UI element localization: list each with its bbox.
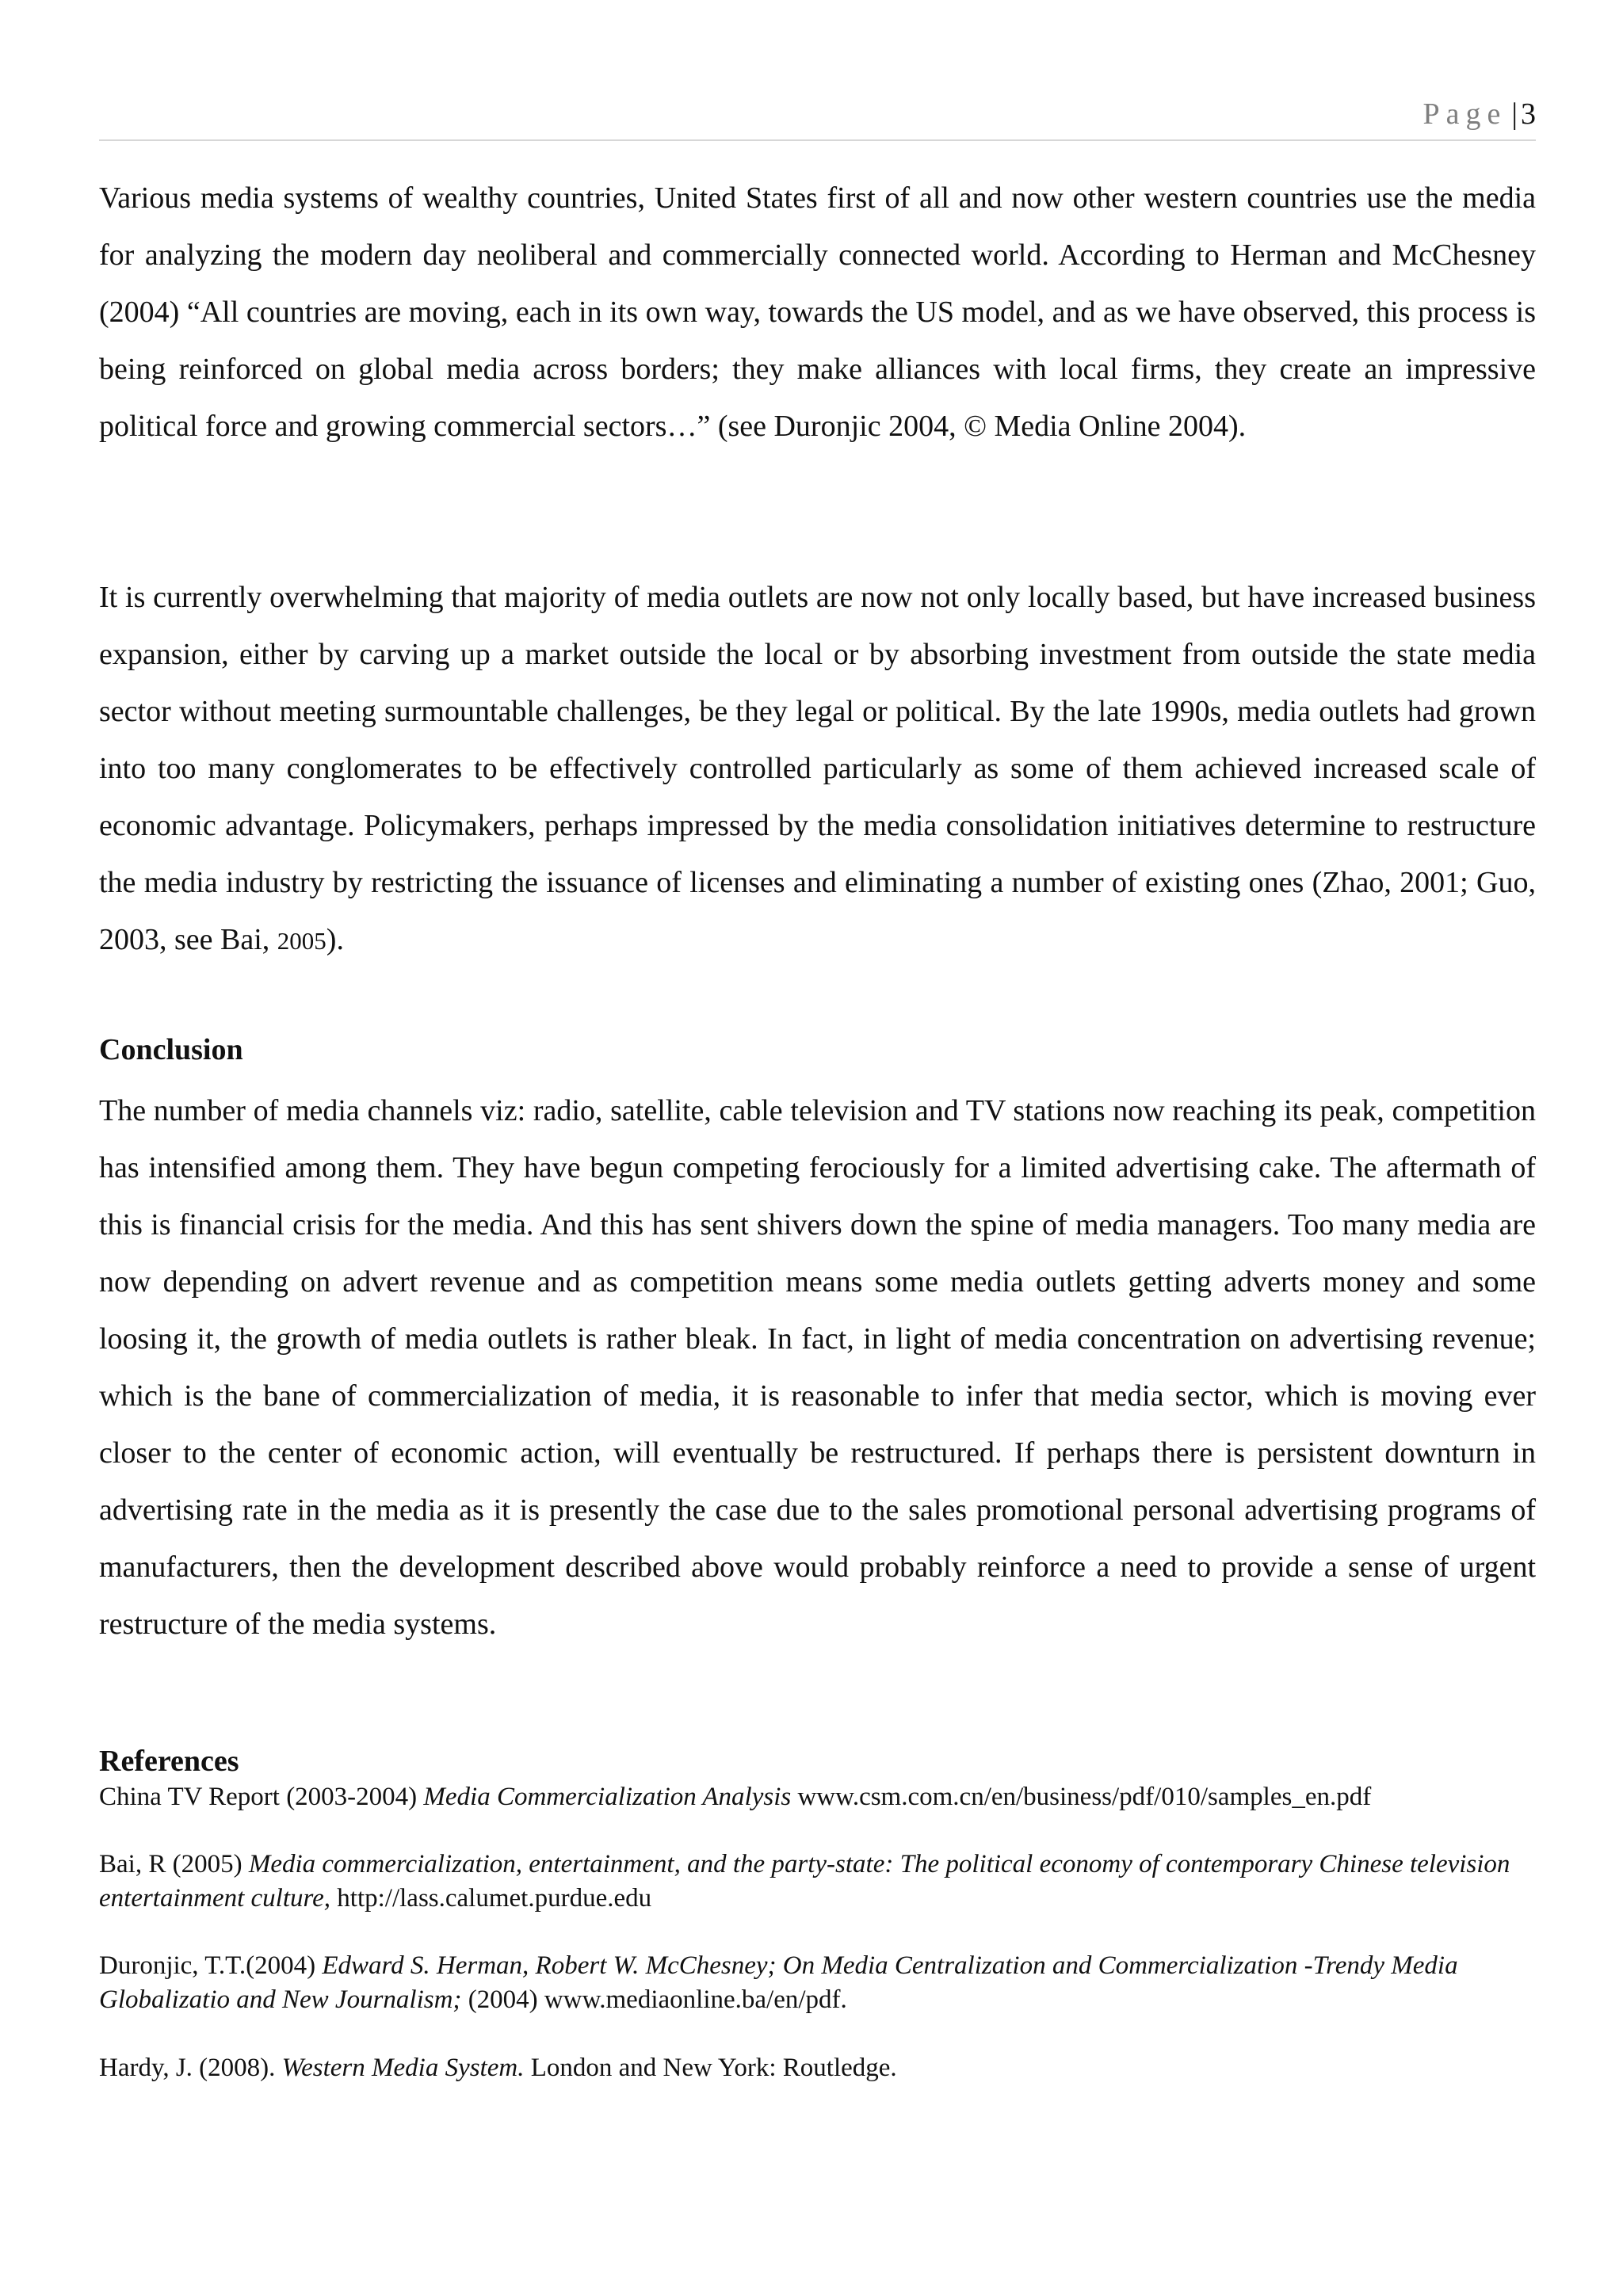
paragraph-2-end: ). bbox=[326, 923, 344, 956]
reference-item bbox=[99, 1848, 1536, 1916]
reference-source: London and New York: Routledge. bbox=[524, 2054, 897, 2082]
conclusion-paragraph: The number of media channels viz: radio, satellite, cable television and TV stations now reaching its peak, competition has intensified among them. They have begun competing ferociously for a limited advertising cake. The aftermath of this is financial crisis for the media. And this has sent shivers down the spine of media managers. Too many media are now depending on advert revenue and as competition means some media outlets getting adverts money and some loosing it, the growth of media outlets is rather bleak. In fact, in light of media concentration on advertising revenue; which is the bane of commercialization of media, it is reasonable to infer that media sector, which is moving ever closer to the center of economic action, will eventually be restructured. If perhaps there is persistent downturn in advertising rate in the media as it is presently the case due to the sales promotional personal advertising programs of manufacturers, then the development described above would probably reinforce a need to provide a sense of urgent restructure of the media systems. bbox=[99, 1094, 1536, 1641]
reference-item bbox=[99, 2051, 1536, 2085]
reference-source: www.csm.com.cn/en/business/pdf/010/samples_en.pdf bbox=[791, 1783, 1372, 1811]
reference-author: Hardy, J. (2008). bbox=[99, 2054, 282, 2082]
reference-title: Media Commercialization Analysis bbox=[423, 1783, 792, 1811]
page-number-label bbox=[1423, 97, 1536, 132]
reference-title: Western Media System. bbox=[281, 2054, 525, 2082]
reference-source: http://lass.calumet.purdue.edu bbox=[330, 1884, 652, 1913]
reference-author: Duronjic, T.T.(2004) bbox=[99, 1951, 323, 1980]
page-header bbox=[99, 97, 1536, 141]
references-heading: References bbox=[99, 1745, 239, 1778]
reference-title: Media commercialization, entertainment, and the party-state: The political economy of contemporary Chinese television entertainment culture, bbox=[99, 1850, 1510, 1913]
reference-source: (2004) www.mediaonline.ba/en/pdf. bbox=[461, 1985, 847, 2014]
body-paragraph-1: Various media systems of wealthy countries, United States first of all and now other western countries use the media for analyzing the modern day neoliberal and commercially connected world. According to Herman and McChesney (2004) “All countries are moving, each in its own way, towards the US model, and as we have observed, this process is being reinforced on global media across borders; they make alliances with local firms, they create an impressive political force and growing commercial sectors…” (see Duronjic 2004, © Media Online 2004). bbox=[99, 181, 1536, 443]
page-number: 3 bbox=[1521, 97, 1536, 131]
reference-item bbox=[99, 1780, 1536, 1814]
reference-author: Bai, R (2005) bbox=[99, 1850, 249, 1878]
citation-year: 2005 bbox=[277, 927, 327, 955]
reference-author: China TV Report (2003-2004) bbox=[99, 1783, 424, 1811]
reference-title: Edward S. Herman, Robert W. McChesney; On Media Centralization and Commercialization -Trendy Media Globalizatio and New Journalism; bbox=[99, 1951, 1458, 2014]
paragraph-2-text: It is currently overwhelming that majority of media outlets are now not only locally based, but have increased business expansion, either by carving up a market outside the local or by absorbing investment from outside the state media sector without meeting surmountable challenges, be they legal or political. By the late 1990s, media outlets had grown into too many conglomerates to be effectively controlled particularly as some of them achieved increased scale of economic advantage. Policymakers, perhaps impressed by the media consolidation initiatives determine to restructure the media industry by restricting the issuance of licenses and eliminating a number of existing ones (Zhao, 2001; Guo, 2003, see Bai, bbox=[99, 581, 1536, 956]
reference-item bbox=[99, 1949, 1536, 2017]
page-word: Page bbox=[1423, 97, 1507, 131]
body-paragraph-2 bbox=[99, 569, 1536, 970]
page-separator: | bbox=[1511, 97, 1518, 131]
conclusion-heading: Conclusion bbox=[99, 1033, 243, 1066]
